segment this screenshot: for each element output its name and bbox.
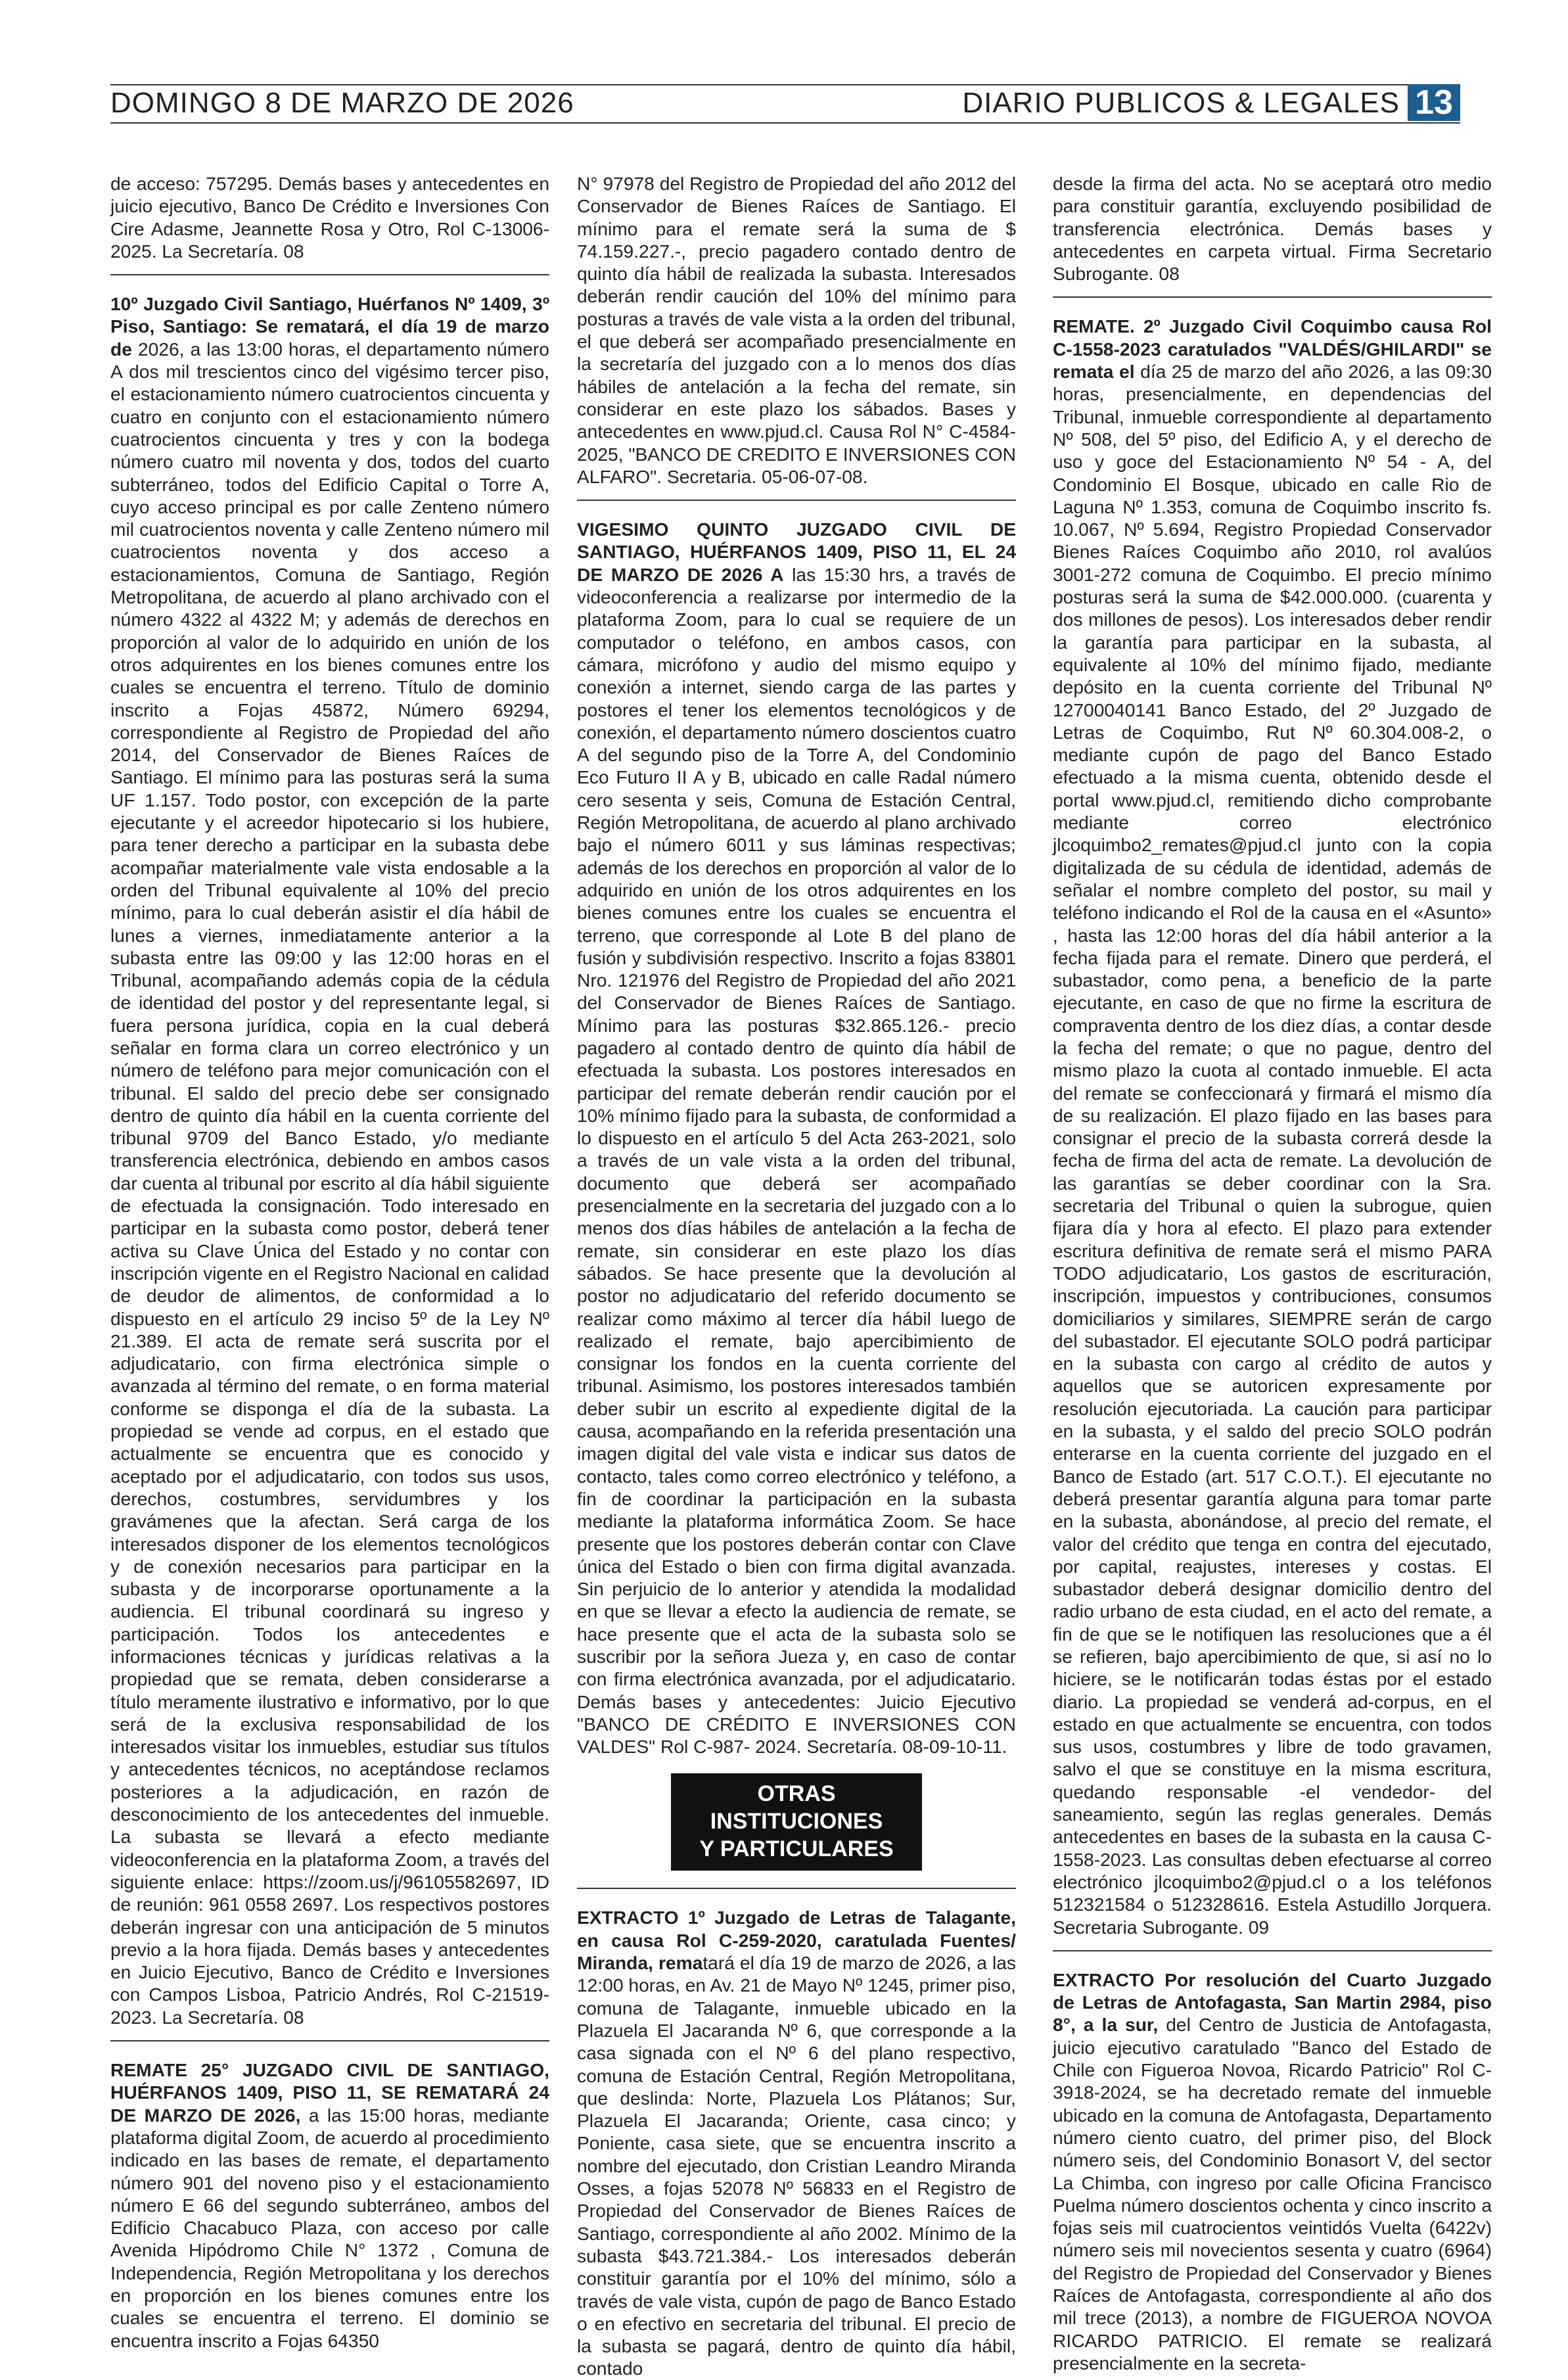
section-banner [671, 1773, 922, 1871]
notice-title: EXTRACTO Por resolución del Cuarto Juzgado de Letras de Antofagasta, San Martin 2984, piso 8°, a la sur, [1053, 1969, 1492, 2036]
notice-separator [1053, 1950, 1492, 1951]
header-top-rule [110, 84, 1460, 85]
notice-title: REMATE 25° JUZGADO CIVIL DE SANTIAGO, HUÉRFANOS 1409, PISO 11, SE REMATARÁ 24 DE MARZO DE 2026, [110, 2059, 549, 2126]
column-3 [1053, 172, 1492, 2373]
notice-10-juzgado-santiago [110, 292, 549, 2028]
notice-body: a las 15:00 horas, mediante plataforma digital Zoom, de acuerdo al procedimiento indicado en las bases de remate, el departamento número 901 del noveno piso y el estacionamiento número E 66 del segundo subterráneo, ambos del Edificio Chacabuco Plaza, con acceso por calle Avenida Hipódromo Chile N° 1372 , Comuna de Independencia, Región Metropolitana y los derechos en proporción en los bienes comunes entre los cuales se encuentra el terreno. El dominio se encuentra inscrito a Fojas 64350 [110, 2104, 549, 2351]
page-header [110, 84, 1460, 122]
notice-separator [110, 274, 549, 275]
page-number-badge: 13 [1408, 84, 1460, 121]
notice-vigesimo-quinto-juzgado [577, 518, 1016, 1758]
notice-coquimbo [1053, 315, 1492, 1938]
notice-separator [577, 1888, 1016, 1889]
notice-title: EXTRACTO 1º Juzgado de Letras de Talagante, en causa Rol C-259-2020, caratulada Fuentes/ Miranda, rema [577, 1907, 1016, 1974]
column-2 [577, 172, 1016, 2379]
header-section-title: DIARIO PUBLICOS & LEGALES [962, 87, 1400, 119]
notice-separator [1053, 296, 1492, 298]
notice-continuation [1053, 172, 1492, 285]
notice-talagante [577, 1906, 1016, 2379]
notice-body: N° 97978 del Registro de Propiedad del año 2012 del Conservador de Bienes Raíces de Santiago. El mínimo para el remate será la suma de $ 74.159.227.-, precio pagadero contado dentro de quinto día hábil de realizada la subasta. Interesados deberán rendir caución del 10% del mínimo para posturas a través de vale vista a la orden del tribunal, el que deberá ser acompañado presencialmente en la secretaría del juzgado con a lo menos dos días hábiles de antelación a la fecha del remate, sin considerar en este plazo los sábados. Bases y antecedentes en www.pjud.cl. Causa Rol N° C-4584- 2025, "BANCO DE CREDITO E INVERSIONES CON ALFARO". Secretaria. 05-06-07-08. [577, 173, 1016, 487]
notice-body: 2026, a las 13:00 horas, el departamento número A dos mil trescientos cinco del vigésimo tercer piso, el estacionamiento número cuatrocientos cincuenta y cuatro en conjunto con el estacionamiento número cuatrocientos cincuenta y tres y con la bodega número cuatro mil noventa y dos, todos del cuarto subterráneo, todos del Edificio Capital o Torre A, cuyo acceso principal es por calle Zenteno número mil cuatrocientos noventa y calle Zenteno número mil cuatrocientos noventa y dos acceso a estacionamientos, Comuna de Santiago, Región Metropolitana, de acuerdo al plano archivado con el número 4322 al 4322 M; y además de derechos en proporción al valor de lo adquirido en unión de los otros adquirentes en los bienes comunes entre los cuales se encuentra el terreno. Título de dominio inscrito a Fojas 45872, Número 69294, correspondiente al Registro de Propiedad del año 2014, del Conservador de Bienes Raíces de Santiago. El mínimo para las posturas será la suma UF 1.157. Todo postor, con excepción de la parte ejecutante y el acreedor hipotecario si los hubiere, para tener derecho a participar en la subasta debe acompañar materialmente vale vista endosable a la orden del Tribunal equivalente al 10% del precio mínimo, para lo cual deberán asistir el día hábil de lunes a viernes, inmediatamente anterior a la subasta entre las 09:00 y las 12:00 horas en el Tribunal, acompañando además copia de la cédula de identidad del postor y del representante legal, si fuera persona jurídica, copia en la cual deberá señalar en forma clara un correo electrónico y un número de teléfono para mejor comunicación con el tribunal. El saldo del precio debe ser consignado dentro de quinto día hábil en la cuenta corriente del tribunal 9709 del Banco Estado, y/o mediante transferencia electrónica, debiendo en ambos casos dar cuenta al tribunal por escrito al día hábil siguiente de efectuada la consignación. Todo interesado en participar en la subasta como postor, deberá tener activa su Clave Única del Estado y no contar con inscripción vigente en el Registro Nacional en calidad de deudor de alimentos, de conformidad a lo dispuesto en el artículo 29 inciso 5º de la Ley Nº 21.389. El acta de remate será suscrita por el adjudicatario, con firma electrónica simple o avanzada al término del remate, o en forma material conforme se disponga el día de la subasta. La propiedad se vende ad corpus, en el estado que actualmente se encuentra que es conocido y aceptado por el adjudicatario, con todos sus usos, derechos, costumbres, servidumbres y los gravámenes que la afectan. Será carga de los interesados disponer de los elementos tecnológicos y de conexión necesarios para participar en la subasta y de incorporarse oportunamente a la audiencia. El tribunal coordinará su ingreso y participación. Todos los antecedentes e informaciones técnicas y jurídicas relativas a la propiedad que se remata, deben considerarse a título meramente ilustrativo e informativo, por lo que será de la exclusiva responsabilidad de los interesados visitar los inmuebles, estudiar sus títulos y antecedentes técnicos, no aceptándose reclamos posteriores a la adjudicación, en razón de desconocimiento de los antecedentes del inmueble. La subasta se llevará a efecto mediante videoconferencia en la plataforma Zoom, a través del siguiente enlace: https://zoom.us/j/96105582697, ID de reunión: 961 0558 2697. Los respectivos postores deberán ingresar con una anticipación de 5 minutos previo a la hora fijada. Demás bases y antecedentes en Juicio Ejecutivo, Banco de Crédito e Inversiones con Campos Lisboa, Patricio Andrés, Rol C-21519-2023. La Secretaría. 08 [110, 338, 549, 2028]
notice-separator [577, 500, 1016, 501]
notice-body: del Centro de Justicia de Antofagasta, juicio ejecutivo caratulado "Banco del Estado de Chile con Figueroa Novoa, Ricardo Patricio" Rol C-3918-2024, se ha decretado remate del inmueble ubicado en la comuna de Antofagasta, Departamento número ciento cuatro, del primer piso, del Block número seis, del Condominio Bonasort V, del sector La Chimba, con ingreso por calle Oficina Francisco Puelma número doscientos ochenta y cinco inscrito a fojas seis mil cuatrocientos veintidós Vuelta (6422v) número seis mil novecientos sesenta y cuatro (6964) del Registro de Propiedad del Conservador y Bienes Raíces de Antofagasta, correspondiente al año dos mil trece (2013), a nombre de FIGUEROA NOVOA RICARDO PATRICIO. El remate se realizará presencialmente en la secreta- [1053, 2014, 1492, 2373]
notice-title: 10º Juzgado Civil Santiago, Huérfanos Nº 1409, 3º Piso, Santiago: Se rematará, el día 19 de marzo de [110, 293, 549, 360]
notice-body: día 25 de marzo del año 2026, a las 09:30 horas, presencialmente, en dependencias del Tribunal, inmueble correspondiente al departamento Nº 508, del 5º piso, del Edificio A, y el derecho de uso y goce del Estacionamiento Nº 54 - A, del Condominio El Bosque, ubicado en calle Rio de Laguna Nº 1.353, comuna de Coquimbo inscrito fs. 10.067, Nº 5.694, Registro Propiedad Conservador Bienes Raíces Coquimbo año 2010, rol avalúos 3001-272 comuna de Coquimbo. El precio mínimo posturas será la suma de $42.000.000. (cuarenta y dos millones de pesos). Los interesados deber rendir la garantía para participar en la subasta, al equivalente al 10% del mínimo fijado, mediante depósito en la cuenta corriente del Tribunal Nº 12700040141 Banco Estado, del 2º Juzgado de Letras de Coquimbo, Rut Nº 60.304.008-2, o mediante cupón de pago del Banco Estado efectuado a la misma cuenta, obtenido desde el portal www.pjud.cl, remitiendo dicho comprobante mediante correo electrónico jlcoquimbo2_remates@pjud.cl junto con la copia digitalizada de su cédula de identidad, además de señalar el nombre completo del postor, su mail y teléfono indicando el Rol de la causa en el «Asunto» , hasta las 12:00 horas del día hábil anterior a la fecha fijada para el remate. Dinero que perderá, el subastador, como pena, a beneficio de la parte ejecutante, en caso de que no firme la escritura de compraventa dentro de los diez días, a contar desde la fecha del remate; o que no pague, dentro del mismo plazo la cuota al contado inmueble. El acta del remate se confeccionará y firmará el mismo día de su realización. El plazo fijado en las bases para consignar el precio de la subasta correrá desde la fecha de firma del acta de remate. La devolución de las garantías se deber coordinar con la Sra. secretaria del Tribunal o quien la subrogue, quien fijara día y hora al efecto. El plazo para extender escritura definitiva de remate será el mismo PARA TODO adjudicatario, Los gastos de escrituración, inscripción, impuestos y contribuciones, consumos domiciliarios y similares, SIEMPRE serán de cargo del subastador. El ejecutante SOLO podrá participar en la subasta con cargo al crédito de autos y aquellos que se autoricen expresamente por resolución ejecutoriada. La caución para participar en la subasta, y el saldo del precio SOLO podrán enterarse en la cuenta corriente del juzgado en el Banco de Estado (art. 517 C.O.T.). El ejecutante no deberá presentar garantía alguna para tomar parte en la subasta, abonándose, al precio del remate, el valor del crédito que tenga en contra del ejecutado, por capital, reajustes, intereses y costas. El subastador deberá designar domicilio dentro del radio urbano de esta ciudad, en el acto del remate, a fin de que se le notifiquen las resoluciones que a él se refieren, bajo apercibimiento de que, si así no lo hiciere, se le notificarán todas éstas por el estado diario. La propiedad se venderá ad-corpus, en el estado en que actualmente se encuentra, con todos sus usos, costumbres y libre de todo gravamen, salvo el que se constituye en la misma escritura, quedando responsable -el vendedor- del saneamiento, según las reglas generales. Demás antecedentes en bases de la subasta en la causa C-1558-2023. Las consultas deben efectuarse al correo electrónico jlcoquimbo2@pjud.cl o a los teléfonos 512321584 o 512328616. Estela Astudillo Jorquera. Secretaria Subrogante. 09 [1053, 361, 1492, 1938]
notice-title: VIGESIMO QUINTO JUZGADO CIVIL DE SANTIAGO, HUÉRFANOS 1409, PISO 11, EL 24 DE MARZO DE 2026 A [577, 519, 1016, 585]
notice-body: las 15:30 hrs, a través de videoconferencia a realizarse por intermedio de la plataforma Zoom, para lo cual se requiere de un computador o teléfono, en ambos casos, con cámara, micrófono y audio del mismo equipo y conexión a internet, siendo carga de las partes y postores el tener los elementos tecnológicos y de conexión, el departamento número doscientos cuatro A del segundo piso de la Torre A, del Condominio Eco Futuro II A y B, ubicado en calle Radal número cero sesenta y seis, Comuna de Estación Central, Región Metropolitana, de acuerdo al plano archivado bajo el número 6011 y sus láminas respectivas; además de los derechos en proporción al valor de lo adquirido en unión de los otros adquirentes en los bienes comunes entre los cuales se encuentra el terreno, que corresponde al Lote B del plano de fusión y subdivisión respectivo. Inscrito a fojas 83801 Nro. 121976 del Registro de Propiedad del año 2021 del Conservador de Bienes Raíces de Santiago. Mínimo para las posturas $32.865.126.- precio pagadero al contado dentro de quinto día hábil de efectuada la subasta. Los postores interesados en participar del remate deberán rendir caución por el 10% mínimo fijado para la subasta, de conformidad a lo dispuesto en el artículo 5 del Acta 263-2021, solo a través de un vale vista a la orden del tribunal, documento que deberá ser acompañado presencialmente en la secretaria del juzgado con a lo menos dos días hábiles de antelación a la fecha de remate, sin considerar en este plazo los días sábados. Se hace presente que la devolución al postor no adjudicatario del referido documento se realizar como máximo al tercer día hábil luego de realizado el remate, bajo apercibimiento de consignar los fondos en la cuenta corriente del tribunal. Asimismo, los postores interesados también deber subir un escrito al expediente digital de la causa, acompañando en la referida presentación una imagen digital del vale vista e indicar sus datos de contacto, tales como correo electrónico y teléfono, a fin de coordinar la participación en la subasta mediante la plataforma informática Zoom. Se hace presente que los postores deberán contar con Clave única del Estado o bien con firma digital avanzada. Sin perjuicio de lo anterior y atendida la modalidad en que se llevar a efecto la audiencia de remate, se hace presente que el acta de la subasta solo se suscribir por la señora Jueza y, en caso de contar con firma electrónica avanzada, por el adjudicatario. Demás bases y antecedentes: Juicio Ejecutivo "BANCO DE CRÉDITO E INVERSIONES CON VALDES" Rol C-987- 2024. Secretaría. 08-09-10-11. [577, 563, 1016, 1758]
banner-line: Y PARTICULARES [699, 1836, 894, 1862]
notice-25-juzgado-santiago [110, 2059, 549, 2352]
notice-antofagasta [1053, 1969, 1492, 2374]
notice-body: de acceso: 757295. Demás bases y antecedentes en juicio ejecutivo, Banco De Crédito e Inversiones Con Cire Adasme, Jeannette Rosa y Otro, Rol C-13006-2025. La Secretaría. 08 [110, 173, 549, 262]
header-date: DOMINGO 8 DE MARZO DE 2026 [110, 87, 574, 119]
notice-body: desde la firma del acta. No se aceptará otro medio para constituir garantía, excluyendo posibilidad de transferencia electrónica. Demás bases y antecedentes en carpeta virtual. Firma Secretario Subrogante. 08 [1053, 173, 1492, 285]
banner-line: OTRAS INSTITUCIONES [710, 1781, 883, 1834]
column-1 [110, 172, 549, 2351]
notice-title: REMATE. 2º Juzgado Civil Coquimbo causa Rol C-1558-2023 caratulados "VALDÉS/GHILARDI" se remata el [1053, 315, 1492, 383]
notice-separator [110, 2040, 549, 2042]
notice-continuation [577, 172, 1016, 488]
header-bottom-rule [110, 122, 1460, 124]
notice-continuation [110, 172, 549, 262]
notice-body: tará el día 19 de marzo de 2026, a las 12:00 horas, en Av. 21 de Mayo Nº 1245, primer piso, comuna de Talagante, inmueble ubicado en la Plazuela El Jacaranda Nº 6, que corresponde a la casa signada con el Nº 6 del plano respectivo, comuna de Estación Central, Región Metropolitana, que deslinda: Norte, Plazuela Los Plátanos; Sur, Plazuela El Jacaranda; Oriente, casa cinco; y Poniente, casa siete, que se encuentra inscrito a nombre del ejecutado, don Cristian Leandro Miranda Osses, a fojas 52078 Nº 56833 en el Registro de Propiedad del Conservador de Bienes Raíces de Santiago, correspondiente al año 2002. Mínimo de la subasta $43.721.384.- Los interesados deberán constituir garantía por el 10% del mínimo, sólo a través de vale vista, cupón de pago de Banco Estado o en efectivo en secretaria del tribunal. El precio de la subasta se pagará, dentro de quinto día hábil, contado [577, 1952, 1016, 2379]
